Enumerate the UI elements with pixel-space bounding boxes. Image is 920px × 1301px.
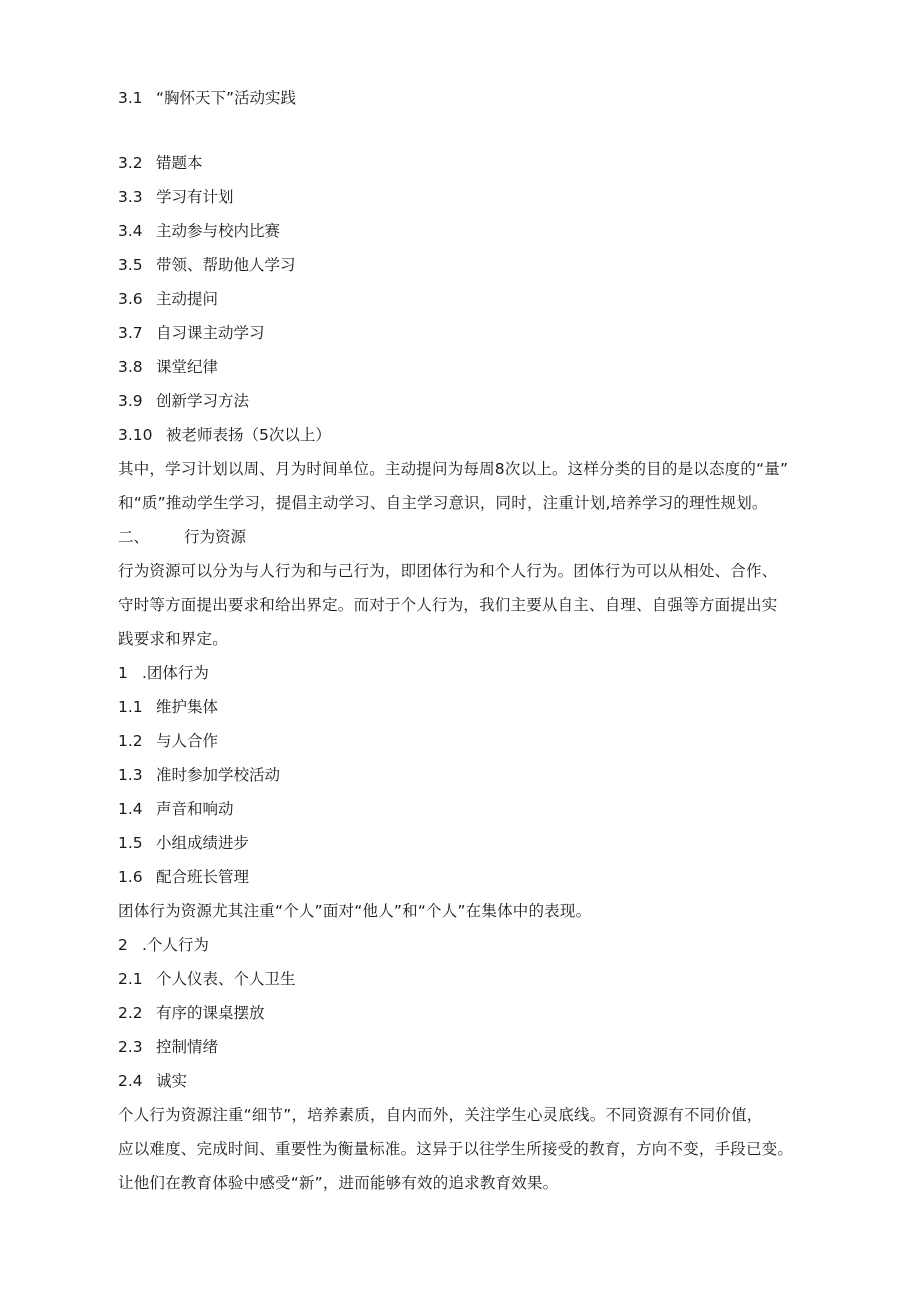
list-item: 3.3 学习有计划 <box>118 188 234 206</box>
list-item: 1.1 维护集体 <box>118 698 219 716</box>
list-item: 3.8 课堂纪律 <box>118 358 219 376</box>
subsection-heading: 1 .团体行为 <box>118 664 209 682</box>
list-item: 1.6 配合班长管理 <box>118 868 250 886</box>
paragraph-line: 行为资源可以分为与人行为和与己行为，即团体行为和个人行为。团体行为可以从相处、合作、 <box>118 562 778 580</box>
list-item: 3.1 “胸怀天下”活动实践 <box>118 89 297 107</box>
paragraph-line: 团体行为资源尤其注重“个人”面对“他人”和“个人”在集体中的表现。 <box>118 902 592 920</box>
paragraph-line: 和“质”推动学生学习，提倡主动学习、自主学习意识，同时，注重计划,培养学习的理性规划。 <box>118 494 768 512</box>
section-heading: 二、 行为资源 <box>118 528 247 546</box>
paragraph-line: 守时等方面提出要求和给出界定。而对于个人行为，我们主要从自主、自理、自强等方面提出实 <box>118 596 778 614</box>
list-item: 3.6 主动提问 <box>118 290 219 308</box>
paragraph-line: 践要求和界定。 <box>118 630 228 648</box>
list-item: 3.7 自习课主动学习 <box>118 324 265 342</box>
list-item: 1.3 准时参加学校活动 <box>118 766 281 784</box>
paragraph-line: 应以难度、完成时间、重要性为衡量标准。这异于以往学生所接受的教育，方向不变，手段已变。 <box>118 1140 794 1158</box>
subsection-heading: 2 .个人行为 <box>118 936 209 954</box>
paragraph-line: 其中，学习计划以周、月为时间单位。主动提问为每周8次以上。这样分类的目的是以态度的“量” <box>118 460 789 478</box>
list-item: 2.3 控制情绪 <box>118 1038 219 1056</box>
list-item: 3.10 被老师表扬（5次以上） <box>118 426 331 444</box>
list-item: 2.2 有序的课桌摆放 <box>118 1004 265 1022</box>
list-item: 3.4 主动参与校内比赛 <box>118 222 281 240</box>
list-item: 3.5 带领、帮助他人学习 <box>118 256 296 274</box>
list-item: 3.2 错题本 <box>118 154 203 172</box>
paragraph-line: 让他们在教育体验中感受“新”，进而能够有效的追求教育效果。 <box>118 1174 559 1192</box>
list-item: 2.1 个人仪表、个人卫生 <box>118 970 296 988</box>
list-item: 1.5 小组成绩进步 <box>118 834 250 852</box>
paragraph-line: 个人行为资源注重“细节”，培养素质，自内而外，关注学生心灵底线。不同资源有不同价值， <box>118 1106 763 1124</box>
list-item: 1.2 与人合作 <box>118 732 219 750</box>
list-item: 3.9 创新学习方法 <box>118 392 250 410</box>
list-item: 1.4 声音和响动 <box>118 800 234 818</box>
list-item: 2.4 诚实 <box>118 1072 188 1090</box>
